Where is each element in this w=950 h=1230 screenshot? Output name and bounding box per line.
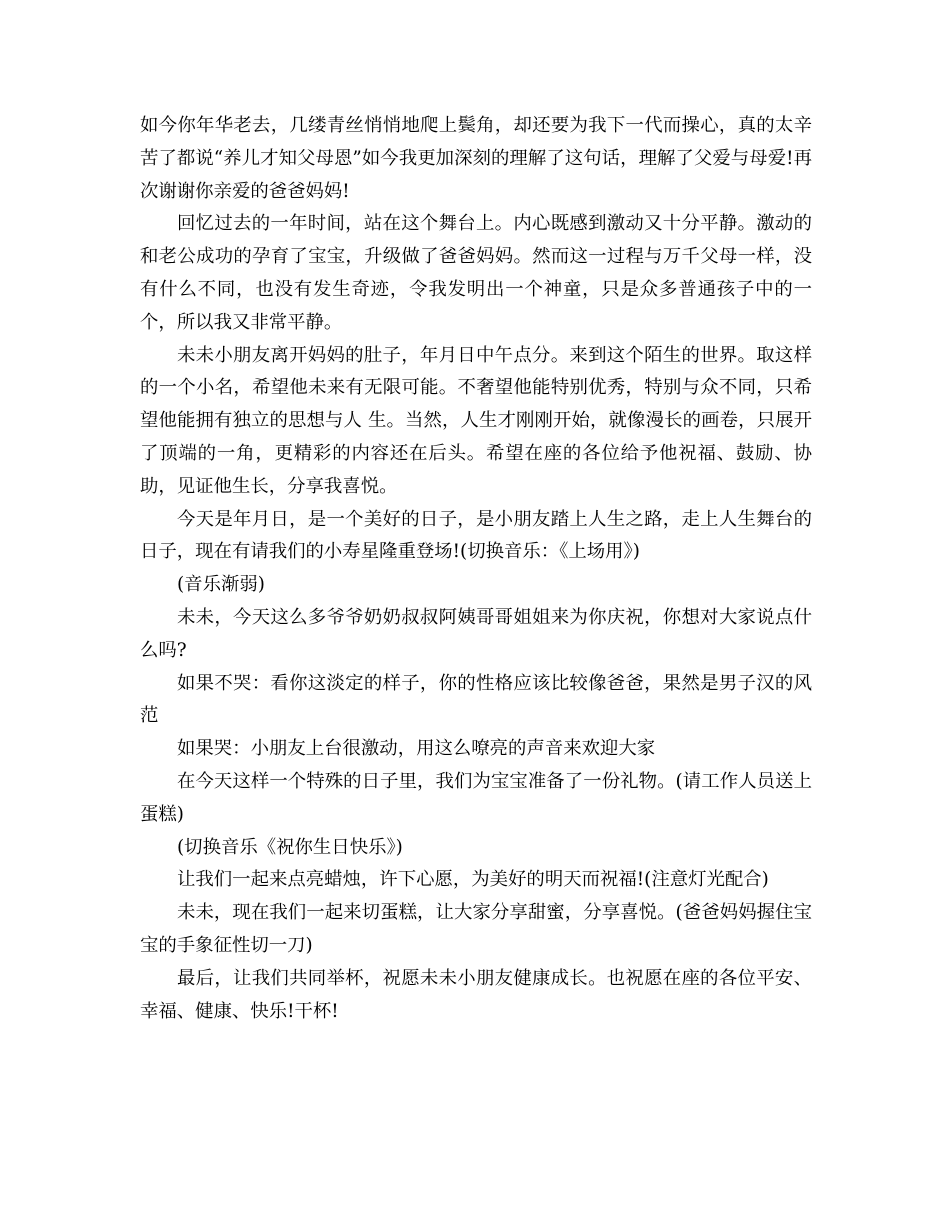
paragraph: 未未，现在我们一起来切蛋糕，让大家分享甜蜜，分享喜悦。(爸爸妈妈握住宝宝的手象征性切一刀) <box>140 902 812 956</box>
paragraph: 在今天这样一个特殊的日子里，我们为宝宝准备了一份礼物。(请工作人员送上蛋糕) <box>140 770 812 825</box>
paragraph: (音乐渐弱) <box>177 574 265 596</box>
document-body <box>140 110 812 1028</box>
paragraph: 今天是年月日，是一个美好的日子，是小朋友踏上人生之路，走上人生舞台的日子，现在有请我们的小寿星隆重登场!(切换音乐：《上场用》) <box>140 508 812 563</box>
paragraph: 如果不哭：看你这淡定的样子，你的性格应该比较像爸爸，果然是男子汉的风范 <box>140 672 812 727</box>
paragraph: 未未小朋友离开妈妈的肚子，年月日中午点分。来到这个陌生的世界。取这样的一个小名，希望他未来有无限可能。不奢望他能特别优秀，特别与众不同，只希望他能拥有独立的思想与人 生。当然，人生才刚刚开始，就像漫长的画卷，只展开了顶端的一角，更精彩的内容还在后头。希望在座的各位给予他祝福、鼓励、协助，见证他生长，分享我喜悦。 <box>140 344 812 497</box>
paragraph: (切换音乐《祝你生日快乐》) <box>177 836 403 858</box>
paragraph: 最后，让我们共同举杯，祝愿未未小朋友健康成长。也祝愿在座的各位平安、幸福、健康、快乐!干杯! <box>140 967 812 1022</box>
paragraph: 让我们一起来点亮蜡烛，许下心愿，为美好的明天而祝福!(注意灯光配合) <box>177 869 769 891</box>
paragraph: 回忆过去的一年时间，站在这个舞台上。内心既感到激动又十分平静。激动的和老公成功的孕育了宝宝，升级做了爸爸妈妈。然而这一过程与万千父母一样，没有什么不同，也没有发生奇迹，令我发明出一个神童，只是众多普通孩子中的一个，所以我又非常平静。 <box>140 213 812 333</box>
paragraph: 未未，今天这么多爷爷奶奶叔叔阿姨哥哥姐姐来为你庆祝，你想对大家说点什么吗? <box>140 606 812 661</box>
paragraph: 如今你年华老去，几缕青丝悄悄地爬上鬓角，却还要为我下一代而操心，真的太辛苦了都说“养儿才知父母恩”如今我更加深刻的理解了这句话，理解了父爱与母爱!再次谢谢你亲爱的爸爸妈妈! <box>140 115 812 202</box>
paragraph: 如果哭：小朋友上台很激动，用这么嘹亮的声音来欢迎大家 <box>177 738 656 760</box>
